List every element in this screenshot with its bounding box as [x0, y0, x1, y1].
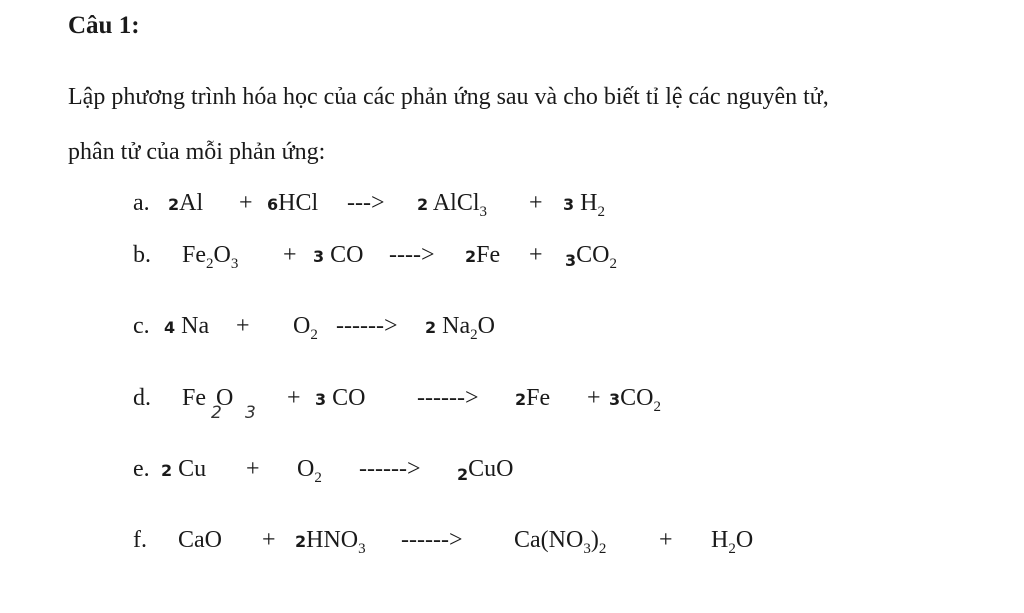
coefficient: 3 [315, 390, 327, 409]
coefficient: 2 [457, 465, 469, 484]
coefficient: 3 [313, 247, 325, 266]
product-1: 2 AlCl$_3$ [417, 190, 488, 220]
coefficient: 2 [295, 532, 307, 551]
equation-label: c. [133, 313, 150, 339]
coefficient: 2 [417, 195, 429, 214]
plus-sign: + [287, 385, 301, 411]
instruction-line-1: Lập phương trình hóa học của các phản ứng sau và cho biết tỉ lệ các nguyên tử, [68, 84, 829, 110]
plus-sign: + [262, 527, 276, 553]
reactant-1: 4 Na [164, 313, 210, 339]
product-2: $3CO_2$ [565, 242, 617, 272]
coefficient: 4 [164, 318, 176, 337]
plus-sign: + [283, 242, 297, 268]
reactant-1: 2 Cu [161, 456, 207, 482]
coefficient: 2 [515, 390, 527, 409]
coefficient: 3 [563, 195, 575, 214]
reactant-2: $O_2$ [293, 313, 318, 343]
plus-sign: + [529, 242, 543, 268]
equation-label: a. [133, 190, 150, 216]
reactant-1: $Fe_2O_3$ [182, 242, 239, 272]
product-1: 2 $Na_2O$ [425, 313, 495, 343]
reactant-1: Fe O [182, 385, 234, 411]
instruction-line-2: phân tử của mỗi phản ứng: [68, 139, 326, 165]
reaction-arrow: ------> [401, 527, 463, 553]
reaction-arrow: ------> [359, 456, 421, 482]
reactant-1: CaO [178, 527, 222, 553]
plus-sign: + [659, 527, 673, 553]
question-title: Câu 1: [68, 12, 140, 39]
equation-label: b. [133, 242, 151, 268]
product-1: 2CuO [457, 456, 514, 484]
coefficient: 2 [161, 461, 173, 480]
plus-sign: + [239, 190, 253, 216]
coefficient: 3 [565, 251, 577, 270]
coefficient: 3 [609, 390, 621, 409]
plus-sign: + [587, 385, 601, 411]
equation-label: f. [133, 527, 147, 553]
coefficient: 2 [425, 318, 437, 337]
reactant-2: 3 CO [315, 385, 366, 411]
reactant-2: 3 CO [313, 242, 364, 268]
equation-label: e. [133, 456, 150, 482]
coefficient: 2 [465, 247, 477, 266]
product-2: $H_2O$ [711, 527, 754, 557]
product-1: 2Fe [465, 242, 501, 268]
equation-label: d. [133, 385, 151, 411]
reactant-2: 6HCl [267, 190, 319, 216]
product-1: $Ca(NO_3)_2$ [514, 527, 607, 557]
plus-sign: + [236, 313, 250, 339]
coefficient: 6 [267, 195, 279, 214]
reactant-1: 2Al [168, 190, 204, 216]
reaction-arrow: ---> [347, 190, 385, 216]
plus-sign: + [246, 456, 260, 482]
handwritten-subscript: 3 [245, 403, 256, 423]
plus-sign: + [529, 190, 543, 216]
reactant-2: $2HNO_3$ [295, 527, 366, 557]
reaction-arrow: ------> [417, 385, 479, 411]
reaction-arrow: ----> [389, 242, 435, 268]
reactant-2: $O_2$ [297, 456, 322, 486]
coefficient: 2 [168, 195, 180, 214]
handwritten-subscript: 2 [211, 403, 222, 423]
reaction-arrow: ------> [336, 313, 398, 339]
product-2: 3 $H_2$ [563, 190, 605, 220]
product-1: 2Fe [515, 385, 551, 411]
product-2: $3CO_2$ [609, 385, 661, 415]
